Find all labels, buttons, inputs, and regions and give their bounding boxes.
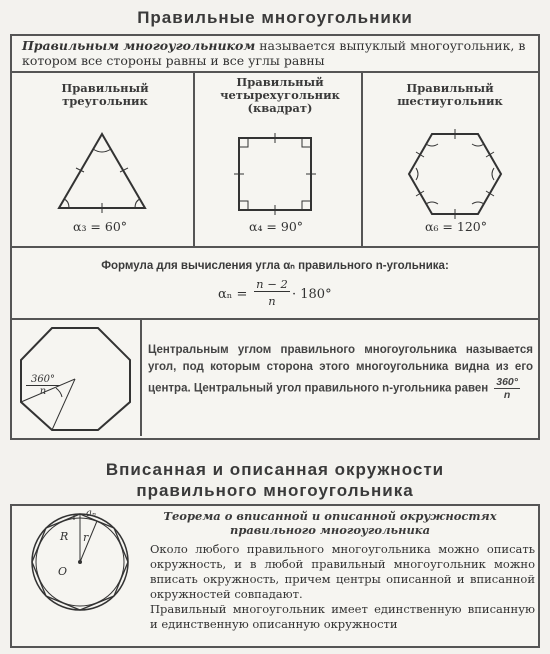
- definition-term: Правильным многоугольником: [22, 38, 256, 53]
- page-title: Правильные многоугольники: [137, 8, 413, 27]
- central-angle-definition: Центральным углом правильного многоугольника называется угол, под которым сторона этого многоугольника видна из его центра. Центральный угол правильного n-угольника равен: [148, 344, 533, 395]
- divider: [361, 71, 363, 246]
- divider: [10, 71, 538, 73]
- section2-title-line2: правильного многоугольника: [136, 481, 414, 500]
- divider: [140, 318, 142, 436]
- central-angle-numerator: 360°: [26, 374, 60, 386]
- divider: [193, 71, 195, 246]
- fraction-denominator: n: [503, 389, 511, 401]
- triangle-title: Правильный треугольник: [61, 81, 149, 108]
- formula-title: Формула для вычисления угла αₙ правильного n-угольника:: [101, 260, 449, 272]
- hexagon-title: Правильный шестиугольник: [397, 81, 503, 108]
- theorem-paragraph-1: Около любого правильного многоугольника можно описать окружность, и в любой правильный многоугольник можно вписать окружность, причем центры описанной и вписанной окружностей совпадают.: [150, 542, 535, 601]
- formula-numerator: n − 2: [254, 277, 290, 292]
- label-r: r: [83, 531, 89, 544]
- definition-text: [22, 38, 532, 68]
- square-title: Правильный четырехугольник (квадрат): [220, 75, 340, 115]
- formula-lhs: αₙ =: [218, 287, 248, 302]
- central-angle-denominator: n: [39, 386, 47, 397]
- theorem-text: [150, 542, 535, 632]
- central-angle-text: [148, 342, 533, 401]
- triangle-angle: α₃ = 60°: [73, 219, 128, 234]
- fraction-numerator: 360°: [496, 376, 518, 388]
- square-angle: α₄ = 90°: [249, 219, 304, 234]
- divider: [10, 318, 538, 320]
- central-angle-fraction: [494, 376, 520, 401]
- section2-title-line1: Вписанная и описанная окружности: [105, 460, 445, 479]
- hexagon-angle: α₆ = 120°: [425, 219, 487, 234]
- divider: [10, 246, 538, 248]
- hexagon-figure: [400, 126, 510, 226]
- theorem-title: Теорема о вписанной и описанной окружностях правильного многоугольника: [163, 509, 497, 537]
- label-an: aₙ: [86, 508, 97, 519]
- definition-body: называется выпуклый многоугольник, в котором все стороны равны и все углы равны: [22, 38, 526, 68]
- circles-figure: [16, 510, 146, 630]
- square-figure: [233, 128, 323, 218]
- label-R: R: [60, 530, 69, 543]
- formula-denominator: n: [268, 294, 276, 308]
- formula-rhs: · 180°: [292, 287, 332, 302]
- triangle-figure: [47, 122, 157, 212]
- central-angle-label: [26, 374, 60, 397]
- label-O: O: [58, 565, 68, 578]
- theorem-paragraph-2: Правильный многоугольник имеет единственную вписанную и единственную описанную окружности: [150, 602, 535, 631]
